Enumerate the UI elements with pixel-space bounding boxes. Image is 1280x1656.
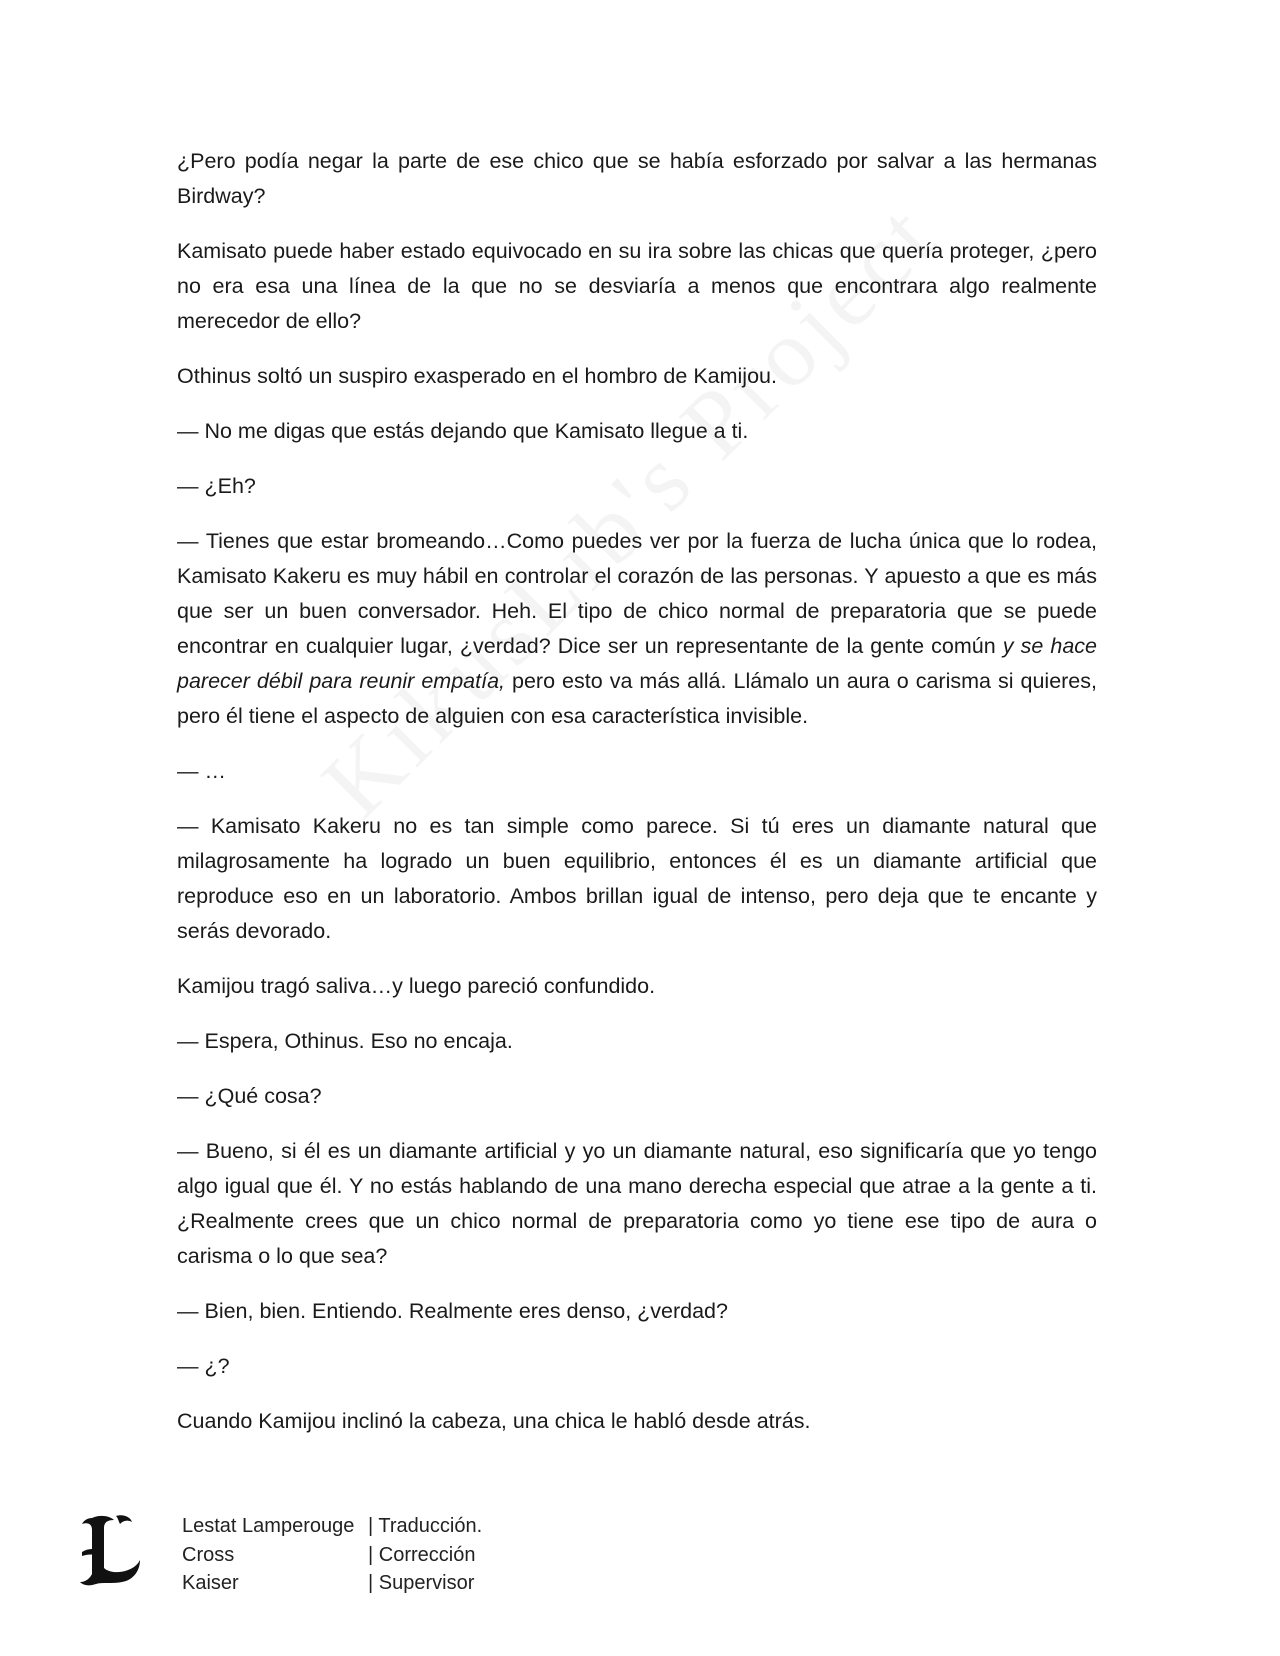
credit-name: Lestat Lamperouge <box>182 1515 355 1537</box>
credit-role: | Traducción. <box>368 1512 482 1541</box>
gothic-letter-L-logo-icon <box>78 1512 142 1588</box>
paragraph-6-text-start: — Tienes que estar bromeando…Como puedes ver por la fuerza de lucha única que lo rodea, Kamisato Kakeru es muy hábil en controlar el corazón de las personas. Y apuesto a que es más que ser un buen conversador. Heh. El tipo de chico normal de preparatoria que se puede encontrar en cualquier lugar, ¿verdad? Dice ser un representante de la gente común <box>177 529 1097 658</box>
paragraph-13: — Bien, bien. Entiendo. Realmente eres denso, ¿verdad? <box>177 1299 728 1323</box>
paragraph-3: Othinus soltó un suspiro exasperado en el hombro de Kamijou. <box>177 364 777 388</box>
paragraph-6-text-end: pero esto va más allá. Llámalo un aura o carisma si quieres, pero él tiene el aspecto de alguien con esa característica invisible. <box>177 669 1097 728</box>
paragraph-14: — ¿? <box>177 1354 230 1378</box>
paragraph-2: Kamisato puede haber estado equivocado en su ira sobre las chicas que quería proteger, ¿pero no era esa una línea de la que no se desviaría a menos que encontrara algo realmente merecedor de ello? <box>177 239 1097 333</box>
paragraph-5: — ¿Eh? <box>177 474 256 498</box>
paragraph-7: — … <box>177 759 226 783</box>
paragraph-9: Kamijou tragó saliva…y luego pareció confundido. <box>177 974 656 998</box>
paragraph-11: — ¿Qué cosa? <box>177 1084 322 1108</box>
paragraph-15: Cuando Kamijou inclinó la cabeza, una chica le habló desde atrás. <box>177 1409 811 1433</box>
paragraph-8: — Kamisato Kakeru no es tan simple como parece. Si tú eres un diamante natural que milagrosamente ha logrado un buen equilibrio, entonces él es un diamante artificial que reproduce eso en un laboratorio. Ambos brillan igual de intenso, pero deja que te encante y serás devorado. <box>177 814 1097 943</box>
paragraph-10: — Espera, Othinus. Eso no encaja. <box>177 1029 513 1053</box>
credit-name: Cross <box>182 1543 235 1566</box>
paragraph-1: ¿Pero podía negar la parte de ese chico que se había esforzado por salvar a las hermanas Birdway? <box>177 149 1097 208</box>
paragraph-6-italic: y se hace parecer débil para reunir empatía, <box>177 634 1097 693</box>
credit-role: | Supervisor <box>368 1569 474 1598</box>
paragraph-4: — No me digas que estás dejando que Kamisato llegue a ti. <box>177 419 749 443</box>
paragraph-12: — Bueno, si él es un diamante artificial y yo un diamante natural, eso significaría que yo tengo algo igual que él. Y no estás hablando de una mano derecha especial que atrae a la gente a ti. ¿Realmente crees que un chico normal de preparatoria como yo tiene ese tipo de aura o carisma o lo que sea? <box>177 1139 1097 1268</box>
credit-name: Kaiser <box>182 1572 239 1594</box>
credit-row <box>182 1569 482 1598</box>
paragraph-6 <box>177 524 1097 734</box>
credits-list <box>182 1512 482 1598</box>
footer-credits-block <box>78 1512 578 1622</box>
body-text <box>177 144 1097 1459</box>
credit-row <box>182 1541 482 1570</box>
credit-row <box>182 1512 482 1541</box>
credit-role: | Corrección <box>368 1541 475 1570</box>
